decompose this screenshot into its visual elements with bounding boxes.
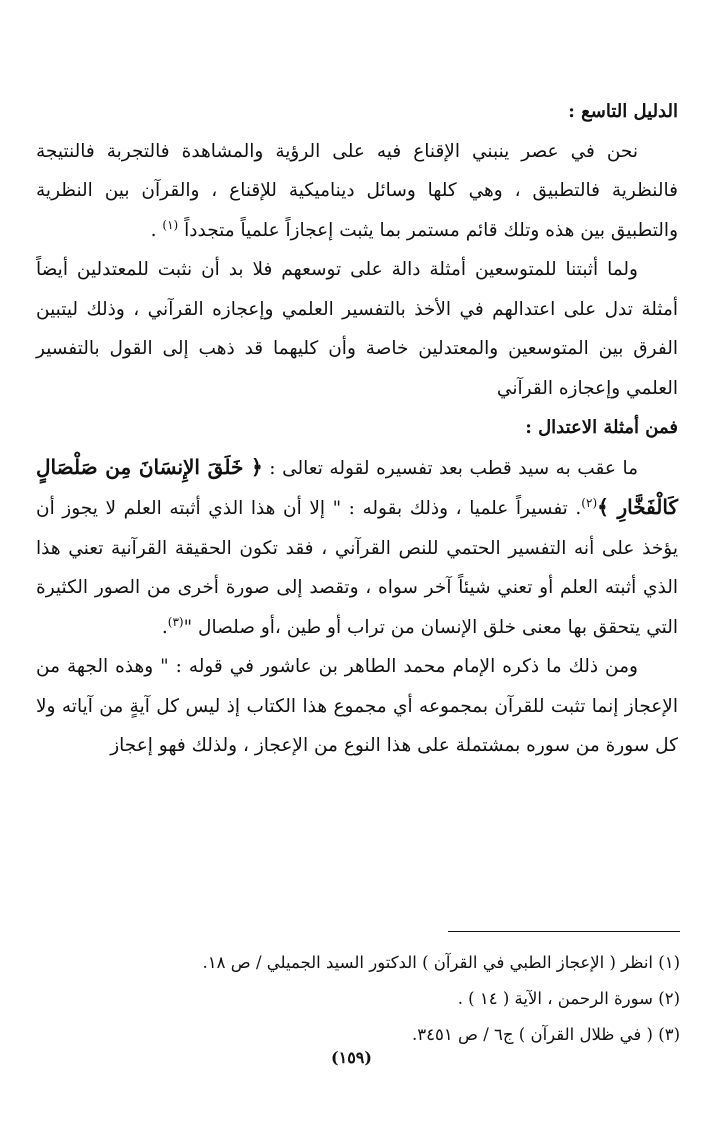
page-number: (١٥٩) xyxy=(331,1048,372,1067)
paragraph-1-end: . xyxy=(150,219,157,241)
page-body xyxy=(36,92,678,766)
footnote-ref-1: (١) xyxy=(162,217,179,232)
quran-verse: ﴿ خَلَقَ الإِنسَانَ مِن صَلْصَالٍ كَالْفَخَّارِ ﴾ xyxy=(36,454,678,519)
paragraph-3-intro: ما عقب به سيد قطب بعد تفسيره لقوله تعالى : xyxy=(269,457,638,479)
paragraph-3-end: . xyxy=(161,616,168,638)
footnote-separator xyxy=(448,931,680,932)
footnote-3: (٣) ( في ظلال القرآن ) ج٦ / ص ٣٤٥١. xyxy=(412,1025,680,1044)
paragraph-1-text: نحن في عصر ينبني الإقناع فيه على الرؤية والمشاهدة فالتجربة فالنتيجة فالنظرية فالتطبيق ، وهي كلها وسائل ديناميكية للإقناع ، والقرآن بين النظرية والتطبيق بين هذه وتلك قائم مستمر بما يثبت إعجازاً علمياً متجدداً xyxy=(36,140,678,241)
footnote-1: (١) انظر ( الإعجاز الطبي في القرآن ) الدكتور السيد الجميلي / ص ١٨. xyxy=(202,953,680,972)
subsection-heading: فمن أمثلة الاعتدال : xyxy=(525,417,678,438)
paragraph-4: ومن ذلك ما ذكره الإمام محمد الطاهر بن عاشور في قوله : " وهذه الجهة من الإعجاز إنما تثبت للقرآن بمجموعه أي مجموع هذا الكتاب إذ ليس كل آيةٍ من آياته ولا كل سورة من سوره بمشتملة على هذا النوع من الإعجاز ، ولذلك فهو إعجاز xyxy=(36,656,678,756)
footnote-2: (٢) سورة الرحمن ، الآية ( ١٤ ) . xyxy=(457,989,680,1008)
paragraph-2: ولما أثبتنا للمتوسعين أمثلة دالة على توسعهم فلا بد أن نثبت للمعتدلين أيضاً أمثلة تدل على اعتدالهم في الأخذ بالتفسير العلمي وإعجازه القرآني ، وذلك ليتبين الفرق بين المتوسعين والمعتدلين خاصة وأن كليهما قد ذهب إلى القول بالتفسير العلمي وإعجازه القرآني xyxy=(36,259,678,399)
paragraph-1 xyxy=(36,132,678,251)
paragraph-3 xyxy=(36,448,678,648)
footnotes xyxy=(120,945,680,1053)
footnote-ref-2: (٢) xyxy=(581,495,598,510)
footnote-ref-3: (٣) xyxy=(167,614,184,629)
section-heading: الدليل التاسع : xyxy=(568,101,678,122)
paragraph-3-body: . تفسيراً علميا ، وذلك بقوله : " إلا أن هذا الذي أثبته العلم لا يجوز أن يؤخذ على أنه التفسير الحتمي للنص القرآني ، فقد تكون الحقيقة القرآنية تعني هذا الذي أثبته العلم أو تعني شيئاً آخر سواه ، وتقصد إلى صورة أخرى من الصور الكثيرة التي يتحقق بها معنى خلق الإنسان من تراب أو طين ،أو صلصال " xyxy=(36,498,678,638)
